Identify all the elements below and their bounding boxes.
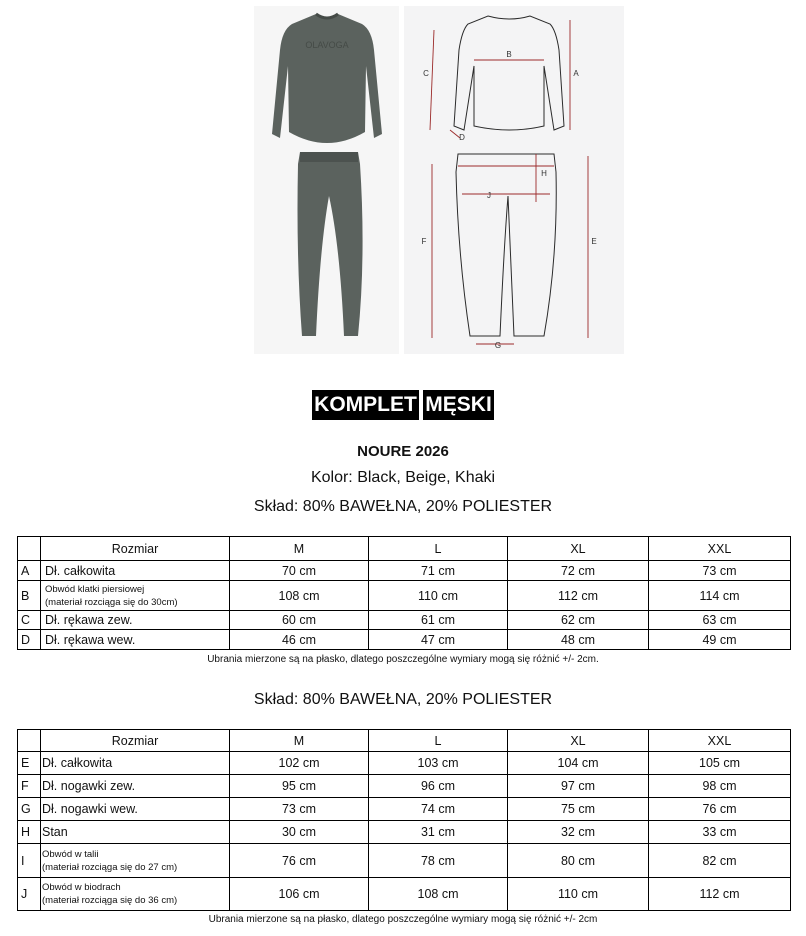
header-xxl: XXL xyxy=(649,537,791,561)
row-letter: I xyxy=(18,844,41,878)
value-cell: 32 cm xyxy=(508,821,649,844)
value-cell: 78 cm xyxy=(369,844,508,878)
table-cell xyxy=(18,730,41,752)
header-xxl: XXL xyxy=(649,730,791,752)
composition-bottom: Skład: 80% BAWEŁNA, 20% POLIESTER xyxy=(253,691,553,708)
brand-print: OLAVOGA xyxy=(305,40,349,50)
value-cell: 105 cm xyxy=(649,752,791,775)
svg-text:C: C xyxy=(423,69,429,78)
svg-text:E: E xyxy=(591,237,597,246)
tracksuit-illustration xyxy=(254,6,399,354)
table-row xyxy=(18,878,791,911)
header-m: M xyxy=(230,537,369,561)
value-cell: 103 cm xyxy=(369,752,508,775)
value-cell: 76 cm xyxy=(230,844,369,878)
svg-text:G: G xyxy=(494,341,502,350)
measurement-note-bottom: Ubrania mierzone są na płasko, dlatego poszczególne wymiary mogą się różnić +/- 2cm xyxy=(208,914,598,925)
header-l: L xyxy=(369,537,508,561)
value-cell: 112 cm xyxy=(508,581,649,611)
value-cell: 73 cm xyxy=(649,561,791,581)
header-xl: XL xyxy=(508,537,649,561)
svg-text:H: H xyxy=(541,169,547,178)
value-cell: 47 cm xyxy=(369,630,508,650)
table-header-row xyxy=(18,537,791,561)
value-cell: 82 cm xyxy=(649,844,791,878)
row-letter: E xyxy=(18,752,41,775)
table-row xyxy=(18,630,791,650)
value-cell: 46 cm xyxy=(230,630,369,650)
header-size: Rozmiar xyxy=(41,537,230,561)
value-cell: 61 cm xyxy=(369,611,508,630)
value-cell: 31 cm xyxy=(369,821,508,844)
svg-text:F: F xyxy=(421,237,427,246)
value-cell: 76 cm xyxy=(649,798,791,821)
header-l: L xyxy=(369,730,508,752)
value-cell: 71 cm xyxy=(369,561,508,581)
row-label-note: (materiał rozciąga się do 36 cm) xyxy=(42,895,178,906)
table-row xyxy=(18,752,791,775)
value-cell: 104 cm xyxy=(508,752,649,775)
header-size: Rozmiar xyxy=(41,730,230,752)
table-row xyxy=(18,798,791,821)
value-cell: 96 cm xyxy=(369,775,508,798)
value-cell: 114 cm xyxy=(649,581,791,611)
value-cell: 110 cm xyxy=(508,878,649,911)
row-label xyxy=(41,581,230,611)
product-photo xyxy=(254,6,399,354)
page-title xyxy=(0,390,806,420)
row-letter: A xyxy=(18,561,41,581)
color-line: Kolor: Black, Beige, Khaki xyxy=(310,469,496,486)
value-cell: 95 cm xyxy=(230,775,369,798)
row-label-main: Obwód w biodrach xyxy=(42,882,121,893)
value-cell: 60 cm xyxy=(230,611,369,630)
table-row xyxy=(18,775,791,798)
value-cell: 97 cm xyxy=(508,775,649,798)
row-label: Dł. całkowita xyxy=(41,752,230,775)
value-cell: 102 cm xyxy=(230,752,369,775)
row-label-note: (materiał rozciąga się do 30cm) xyxy=(45,596,178,608)
value-cell: 74 cm xyxy=(369,798,508,821)
value-cell: 30 cm xyxy=(230,821,369,844)
title-word-1: KOMPLET xyxy=(312,390,419,420)
value-cell: 106 cm xyxy=(230,878,369,911)
size-table-top xyxy=(17,536,791,650)
row-letter: D xyxy=(18,630,41,650)
table-row xyxy=(18,561,791,581)
value-cell: 49 cm xyxy=(649,630,791,650)
row-letter: J xyxy=(18,878,41,911)
value-cell: 75 cm xyxy=(508,798,649,821)
row-label-main: Obwód w talii xyxy=(42,848,99,860)
row-label: Dł. rękawa zew. xyxy=(41,611,230,630)
value-cell: 33 cm xyxy=(649,821,791,844)
value-cell: 108 cm xyxy=(369,878,508,911)
composition-top: Skład: 80% BAWEŁNA, 20% POLIESTER xyxy=(253,498,553,515)
value-cell: 98 cm xyxy=(649,775,791,798)
row-label: Dł. całkowita xyxy=(41,561,230,581)
header-m: M xyxy=(230,730,369,752)
size-table-bottom xyxy=(17,729,791,911)
table-header-row xyxy=(18,730,791,752)
value-cell: 63 cm xyxy=(649,611,791,630)
row-label-note: (materiał rozciąga się do 27 cm) xyxy=(42,861,178,873)
table-row xyxy=(18,844,791,878)
value-cell: 70 cm xyxy=(230,561,369,581)
row-label-main: Obwód klatki piersiowej xyxy=(45,583,145,595)
row-label: Stan xyxy=(41,821,230,844)
row-letter: G xyxy=(18,798,41,821)
value-cell: 112 cm xyxy=(649,878,791,911)
row-label xyxy=(41,878,230,911)
table-row xyxy=(18,821,791,844)
row-label xyxy=(41,844,230,878)
table-row xyxy=(18,611,791,630)
value-cell: 62 cm xyxy=(508,611,649,630)
measurement-diagram xyxy=(404,6,624,354)
model-name: NOURE 2026 xyxy=(357,443,449,460)
row-letter: F xyxy=(18,775,41,798)
table-row xyxy=(18,581,791,611)
row-label: Dł. rękawa wew. xyxy=(41,630,230,650)
title-word-2: MĘSKI xyxy=(423,390,494,420)
value-cell: 108 cm xyxy=(230,581,369,611)
svg-text:J: J xyxy=(487,191,491,200)
value-cell: 73 cm xyxy=(230,798,369,821)
row-letter: B xyxy=(18,581,41,611)
row-label: Dł. nogawki zew. xyxy=(41,775,230,798)
value-cell: 48 cm xyxy=(508,630,649,650)
row-letter: C xyxy=(18,611,41,630)
row-label: Dł. nogawki wew. xyxy=(41,798,230,821)
svg-text:A: A xyxy=(573,69,579,78)
value-cell: 110 cm xyxy=(369,581,508,611)
value-cell: 80 cm xyxy=(508,844,649,878)
table-cell xyxy=(18,537,41,561)
header-xl: XL xyxy=(508,730,649,752)
svg-text:B: B xyxy=(506,50,512,59)
value-cell: 72 cm xyxy=(508,561,649,581)
svg-text:D: D xyxy=(459,133,465,142)
row-letter: H xyxy=(18,821,41,844)
measurement-note-top: Ubrania mierzone są na płasko, dlatego poszczególne wymiary mogą się różnić +/- 2cm. xyxy=(207,654,599,665)
